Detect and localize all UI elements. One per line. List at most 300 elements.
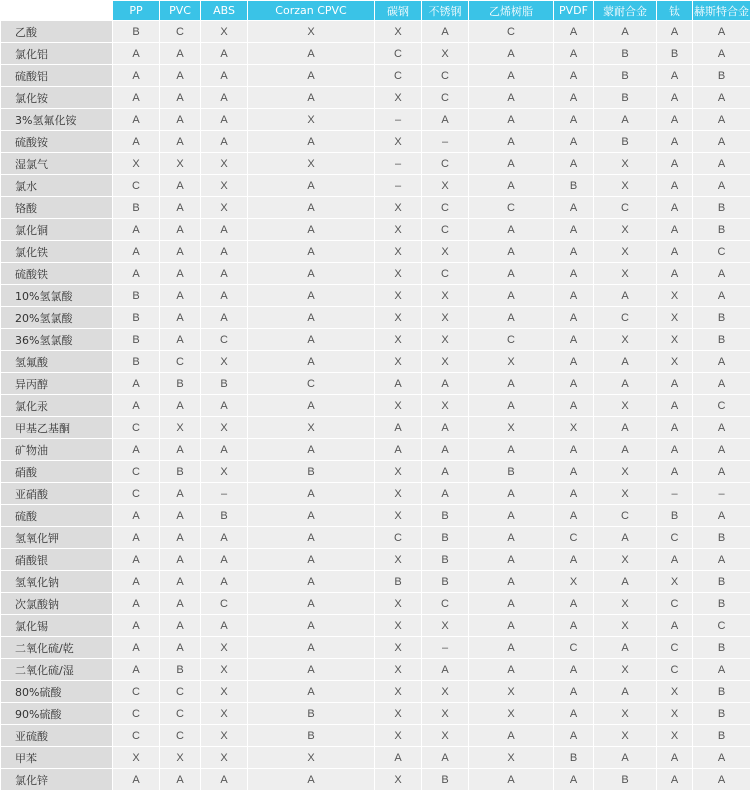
rating-cell: X [201,197,248,219]
rating-cell: X [594,153,657,175]
rating-cell: A [113,395,160,417]
rating-cell: A [469,43,554,65]
rating-cell: A [422,461,469,483]
rating-cell: X [375,461,422,483]
header-stainless-steel: 不锈钢 [422,1,469,21]
rating-cell: A [113,439,160,461]
chemical-name-cell: 异丙醇 [1,373,113,395]
rating-cell: B [422,769,469,791]
rating-cell: X [375,703,422,725]
header-vinyl-ester: 乙烯树脂 [469,1,554,21]
rating-cell: A [469,373,554,395]
rating-cell: A [693,769,751,791]
rating-cell: X [375,131,422,153]
rating-cell: A [469,87,554,109]
rating-cell: C [113,175,160,197]
rating-cell: A [201,109,248,131]
rating-cell: C [422,219,469,241]
rating-cell: X [201,461,248,483]
chemical-name-cell: 氯化铝 [1,43,113,65]
rating-cell: A [554,109,594,131]
rating-cell: A [113,219,160,241]
rating-cell: A [693,549,751,571]
rating-cell: – [422,637,469,659]
rating-cell: B [248,703,375,725]
rating-cell: C [160,681,201,703]
table-row [1,351,751,373]
chemical-name-cell: 硝酸银 [1,549,113,571]
rating-cell: C [469,329,554,351]
rating-cell: A [248,769,375,791]
rating-cell: A [160,43,201,65]
rating-cell: A [201,439,248,461]
rating-cell: X [248,109,375,131]
rating-cell: X [375,483,422,505]
rating-cell: X [201,637,248,659]
rating-cell: A [248,527,375,549]
rating-cell: X [422,725,469,747]
table-row [1,87,751,109]
rating-cell: A [469,241,554,263]
rating-cell: A [594,747,657,769]
rating-cell: A [469,505,554,527]
table-row [1,395,751,417]
rating-cell: A [160,571,201,593]
rating-cell: – [422,131,469,153]
rating-cell: X [594,483,657,505]
chemical-name-cell: 甲基乙基酮 [1,417,113,439]
rating-cell: A [469,131,554,153]
rating-cell: C [160,725,201,747]
rating-cell: A [201,87,248,109]
rating-cell: C [160,703,201,725]
rating-cell: C [201,329,248,351]
rating-cell: C [422,65,469,87]
rating-cell: A [554,131,594,153]
rating-cell: A [594,285,657,307]
rating-cell: A [554,725,594,747]
header-abs: ABS [201,1,248,21]
rating-cell: A [657,373,693,395]
rating-cell: X [248,747,375,769]
table-body [1,21,751,791]
rating-cell: X [375,263,422,285]
rating-cell: A [113,527,160,549]
rating-cell: B [422,571,469,593]
rating-cell: B [693,527,751,549]
rating-cell: C [113,483,160,505]
rating-cell: C [422,153,469,175]
rating-cell: A [693,131,751,153]
rating-cell: A [375,373,422,395]
rating-cell: A [113,505,160,527]
rating-cell: A [113,87,160,109]
rating-cell: A [160,131,201,153]
rating-cell: A [657,417,693,439]
rating-cell: A [160,263,201,285]
rating-cell: X [422,395,469,417]
rating-cell: A [693,285,751,307]
rating-cell: X [375,681,422,703]
rating-cell: B [594,65,657,87]
rating-cell: A [657,549,693,571]
rating-cell: A [469,153,554,175]
chemical-name-cell: 亚硝酸 [1,483,113,505]
rating-cell: A [201,65,248,87]
rating-cell: A [422,373,469,395]
rating-cell: A [554,681,594,703]
rating-cell: A [657,87,693,109]
rating-cell: A [594,351,657,373]
rating-cell: B [693,681,751,703]
rating-cell: B [693,703,751,725]
rating-cell: X [657,681,693,703]
rating-cell: A [469,637,554,659]
rating-cell: C [594,307,657,329]
rating-cell: X [375,329,422,351]
chemical-name-cell: 氯化铁 [1,241,113,263]
rating-cell: A [554,43,594,65]
rating-cell: X [160,153,201,175]
rating-cell: A [469,109,554,131]
rating-cell: A [693,505,751,527]
rating-cell: A [657,747,693,769]
rating-cell: B [113,197,160,219]
rating-cell: A [657,131,693,153]
rating-cell: A [422,747,469,769]
rating-cell: A [693,461,751,483]
rating-cell: A [469,571,554,593]
rating-cell: X [657,703,693,725]
rating-cell: X [160,747,201,769]
rating-cell: A [248,43,375,65]
rating-cell: A [422,439,469,461]
rating-cell: B [201,505,248,527]
rating-cell: A [201,241,248,263]
rating-cell: X [657,285,693,307]
rating-cell: A [693,747,751,769]
rating-cell: A [469,285,554,307]
rating-cell: A [554,263,594,285]
rating-cell: A [554,285,594,307]
rating-cell: A [554,439,594,461]
rating-cell: A [201,549,248,571]
table-row [1,21,751,43]
rating-cell: C [693,615,751,637]
table-row [1,769,751,791]
rating-cell: B [693,725,751,747]
rating-cell: C [113,725,160,747]
rating-cell: X [375,769,422,791]
rating-cell: X [375,637,422,659]
chemical-name-cell: 90%硫酸 [1,703,113,725]
rating-cell: C [554,637,594,659]
rating-cell: X [594,219,657,241]
table-row [1,593,751,615]
rating-cell: A [422,659,469,681]
rating-cell: C [594,197,657,219]
rating-cell: X [422,703,469,725]
rating-cell: A [469,263,554,285]
rating-cell: A [554,615,594,637]
rating-cell: X [422,351,469,373]
rating-cell: X [594,329,657,351]
rating-cell: A [201,571,248,593]
rating-cell: A [469,483,554,505]
rating-cell: A [422,109,469,131]
table-row [1,703,751,725]
rating-cell: X [594,175,657,197]
rating-cell: X [375,593,422,615]
rating-cell: B [657,43,693,65]
rating-cell: X [657,307,693,329]
rating-cell: – [657,483,693,505]
rating-cell: A [469,65,554,87]
header-pp: PP [113,1,160,21]
rating-cell: A [248,549,375,571]
rating-cell: A [657,769,693,791]
chemical-name-cell: 乙酸 [1,21,113,43]
rating-cell: A [554,373,594,395]
rating-cell: A [113,263,160,285]
rating-cell: A [469,395,554,417]
rating-cell: B [113,307,160,329]
rating-cell: A [554,769,594,791]
rating-cell: X [594,241,657,263]
rating-cell: X [375,285,422,307]
rating-cell: B [201,373,248,395]
rating-cell: A [469,769,554,791]
rating-cell: X [375,21,422,43]
rating-cell: B [693,219,751,241]
rating-cell: X [657,329,693,351]
rating-cell: A [657,241,693,263]
rating-cell: C [201,593,248,615]
rating-cell: A [248,351,375,373]
chemical-name-cell: 氯化锡 [1,615,113,637]
header-corzan-cpvc: Corzan CPVC [248,1,375,21]
rating-cell: A [160,87,201,109]
rating-cell: A [554,329,594,351]
rating-cell: – [375,175,422,197]
chemical-name-cell: 亚硫酸 [1,725,113,747]
rating-cell: X [594,395,657,417]
rating-cell: B [594,769,657,791]
rating-cell: A [113,593,160,615]
table-row [1,659,751,681]
rating-cell: A [469,615,554,637]
rating-cell: B [693,329,751,351]
table-row [1,461,751,483]
rating-cell: B [693,197,751,219]
rating-cell: A [248,263,375,285]
rating-cell: A [657,109,693,131]
rating-cell: A [113,615,160,637]
rating-cell: A [554,219,594,241]
rating-cell: B [594,87,657,109]
rating-cell: A [113,373,160,395]
chemical-name-cell: 36%氢氯酸 [1,329,113,351]
rating-cell: A [375,747,422,769]
rating-cell: A [469,527,554,549]
rating-cell: B [422,527,469,549]
rating-cell: X [657,571,693,593]
rating-cell: A [657,175,693,197]
rating-cell: A [160,175,201,197]
rating-cell: C [113,417,160,439]
rating-cell: A [693,109,751,131]
header-carbon-steel: 碳钢 [375,1,422,21]
rating-cell: A [248,329,375,351]
rating-cell: B [113,21,160,43]
rating-cell: A [248,175,375,197]
rating-cell: A [113,131,160,153]
table-row [1,549,751,571]
table-row [1,681,751,703]
rating-cell: X [201,725,248,747]
table-row [1,285,751,307]
rating-cell: X [375,241,422,263]
rating-cell: A [375,439,422,461]
rating-cell: A [693,659,751,681]
rating-cell: A [201,263,248,285]
rating-cell: A [594,527,657,549]
rating-cell: A [113,659,160,681]
rating-cell: A [160,527,201,549]
rating-cell: X [201,747,248,769]
rating-cell: X [594,725,657,747]
rating-cell: A [594,373,657,395]
header-pvdf: PVDF [554,1,594,21]
rating-cell: C [657,637,693,659]
rating-cell: X [594,703,657,725]
table-row [1,505,751,527]
rating-cell: A [594,571,657,593]
table-row [1,263,751,285]
rating-cell: A [554,351,594,373]
chemical-name-cell: 二氧化硫/湿 [1,659,113,681]
rating-cell: C [113,681,160,703]
rating-cell: A [113,571,160,593]
rating-cell: A [657,263,693,285]
rating-cell: C [422,87,469,109]
rating-cell: A [248,659,375,681]
rating-cell: X [375,219,422,241]
rating-cell: A [113,241,160,263]
rating-cell: – [693,483,751,505]
rating-cell: C [113,703,160,725]
rating-cell: A [469,175,554,197]
rating-cell: A [554,21,594,43]
rating-cell: X [113,153,160,175]
table-row [1,615,751,637]
rating-cell: X [469,417,554,439]
rating-cell: X [657,725,693,747]
table-row [1,219,751,241]
rating-cell: B [422,505,469,527]
rating-cell: A [469,549,554,571]
rating-cell: X [160,417,201,439]
rating-cell: C [375,43,422,65]
rating-cell: A [160,439,201,461]
rating-cell: A [554,241,594,263]
rating-cell: A [201,615,248,637]
rating-cell: X [554,571,594,593]
rating-cell: X [375,307,422,329]
table-row [1,527,751,549]
table-row [1,43,751,65]
rating-cell: A [248,65,375,87]
chemical-name-cell: 氯化汞 [1,395,113,417]
rating-cell: B [693,307,751,329]
rating-cell: B [113,351,160,373]
table-row [1,175,751,197]
rating-cell: A [160,109,201,131]
rating-cell: X [469,703,554,725]
rating-cell: A [693,21,751,43]
header-titanium: 钛 [657,1,693,21]
rating-cell: C [469,197,554,219]
rating-cell: X [422,681,469,703]
rating-cell: A [693,87,751,109]
rating-cell: A [160,395,201,417]
chemical-name-cell: 3%氢氟化铵 [1,109,113,131]
rating-cell: A [693,417,751,439]
rating-cell: A [469,219,554,241]
rating-cell: B [469,461,554,483]
rating-cell: B [693,65,751,87]
rating-cell: X [375,351,422,373]
rating-cell: X [201,417,248,439]
chemical-name-cell: 氯化铜 [1,219,113,241]
rating-cell: A [160,593,201,615]
table-row [1,65,751,87]
rating-cell: C [657,593,693,615]
rating-cell: A [201,395,248,417]
rating-cell: A [113,43,160,65]
header-hastelloy: 赫斯特合金 [693,1,751,21]
rating-cell: A [160,637,201,659]
rating-cell: A [657,395,693,417]
rating-cell: X [113,747,160,769]
rating-cell: A [554,87,594,109]
rating-cell: A [248,615,375,637]
rating-cell: A [248,241,375,263]
rating-cell: X [469,747,554,769]
rating-cell: A [657,197,693,219]
rating-cell: A [248,637,375,659]
table-row [1,439,751,461]
rating-cell: A [554,153,594,175]
rating-cell: A [113,637,160,659]
rating-cell: A [693,43,751,65]
rating-cell: X [375,197,422,219]
rating-cell: C [693,241,751,263]
rating-cell: X [248,21,375,43]
rating-cell: A [201,43,248,65]
rating-cell: B [248,725,375,747]
rating-cell: B [248,461,375,483]
rating-cell: X [469,681,554,703]
rating-cell: B [113,285,160,307]
rating-cell: C [160,21,201,43]
rating-cell: C [248,373,375,395]
rating-cell: A [248,307,375,329]
rating-cell: A [657,439,693,461]
rating-cell: A [594,417,657,439]
table-row [1,373,751,395]
rating-cell: A [693,175,751,197]
